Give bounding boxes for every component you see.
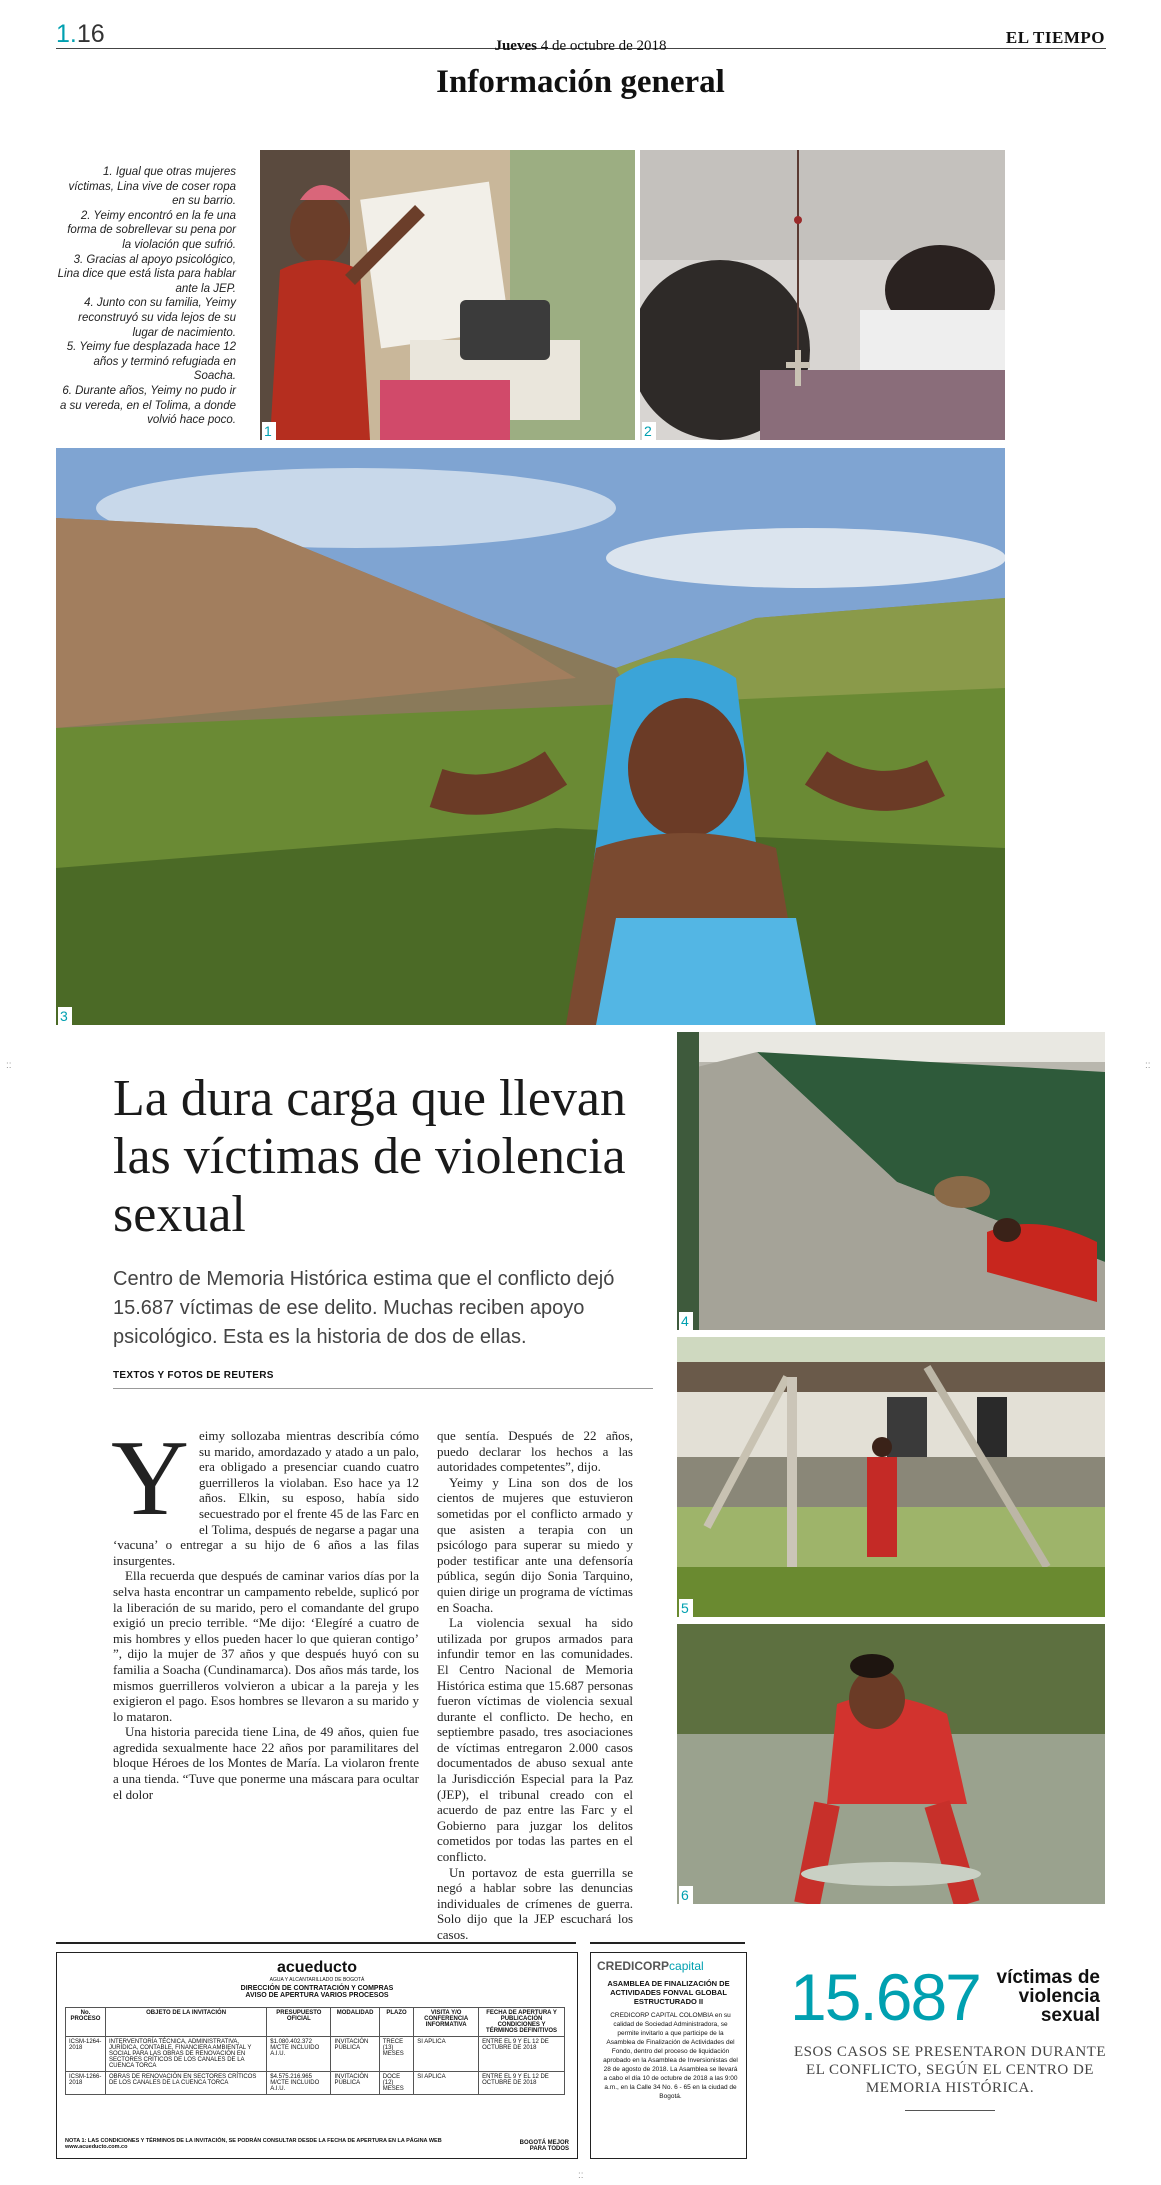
ad-table-header: OBJETO DE LA INVITACIÓN — [105, 2008, 266, 2037]
caption-1: 1. Igual que otras mujeres víctimas, Lina vive de coser ropa en su barrio. — [68, 166, 236, 208]
ad-title-2: AVISO DE APERTURA VARIOS PROCESOS — [245, 1992, 389, 1999]
photo-number: 4 — [679, 1312, 693, 1330]
ad-table-cell: $1.080.402.372 M/CTE INCLUIDO A.I.U. — [267, 2037, 331, 2072]
article-headline: La dura carga que llevan las víctimas de violencia sexual — [113, 1070, 626, 1243]
ad-table-cell: INTERVENTORÍA TÉCNICA, ADMINISTRATIVA, JURÍDICA, CONTABLE, FINANCIERA AMBIENTAL Y SOCIAL PARA LAS OBRAS DE RENOVACIÓN EN SECTORES CRÍTICOS DE LOS CANALES DE LA CUENCA TORCA — [105, 2037, 266, 2072]
paragraph: Un portavoz de esta guerrilla se negó a hablar sobre las denuncias individuales de crímenes de guerra. Solo dijo que la JEP escuchará los casos. — [437, 1864, 633, 1942]
paragraph: que sentía. Después de 22 años, puedo declarar los hechos a las autoridades competentes”, dijo. — [437, 1428, 633, 1475]
article-column-1 — [111, 1419, 419, 1802]
ad-table-cell: INVITACIÓN PÚBLICA — [331, 2037, 379, 2072]
credicorp-body: CREDICORP CAPITAL COLOMBIA en su calidad de Sociedad Administradora, se permite invitarlo a que participe de la Asamblea de Finalización de Actividades del Fondo, dentro del proceso de liquidación aprobado en la Asamblea de Inversionistas del 28 de agosto de 2018. La Asamblea se llevará a cabo el día 10 de octubre de 2018 a las 9:00 a.m., en la Calle 34 No. 6 - 65 en la ciudad de Bogotá. — [603, 2012, 738, 2100]
paragraph: La violencia sexual ha sido utilizada por grupos armados para infundir temor en las comunidades. El Centro Nacional de Memoria Histórica estima que 15.687 personas fueron víctimas de violencia sexual durante el conflicto. De hecho, en septiembre pasado, tres asociaciones de víctimas entregaron 2.000 casos documentados de abuso sexual ante la Jurisdicción Especial para la Paz (JEP), el tribunal creado con el acuerdo de paz entre las Farc y el Gobierno para juzgar los delitos cometidos por todas las partes en el conflicto. — [437, 1615, 633, 1865]
photo-gate — [677, 1337, 1105, 1617]
ad-note: NOTA 1: LAS CONDICIONES Y TÉRMINOS DE LA INVITACIÓN, SE PODRÁN CONSULTAR DESDE LA FECHA DE APERTURA EN LA PÁGINA WEB www.acueducto.com.co — [65, 2138, 442, 2150]
photo-captions — [56, 165, 236, 428]
ad-table-cell: INVITACIÓN PÚBLICA — [331, 2072, 379, 2095]
stat-number: 15.687 — [790, 1960, 980, 2034]
ad-table-header: No. PROCESO — [66, 2008, 106, 2037]
caption-3: 3. Gracias al apoyo psicológico, Lina dice que está lista para hablar ante la JEP. — [57, 253, 236, 295]
issue-date: Jueves 4 de octubre de 2018 — [494, 38, 667, 54]
bogota-logo: BOGOTÁ MEJOR PARA TODOS — [519, 2140, 569, 2152]
ad-rule — [590, 1942, 745, 1944]
article-column-2 — [437, 1428, 633, 1943]
ad-table-header: FECHA DE APERTURA Y PUBLICACIÓN CONDICIONES Y TÉRMINOS DEFINITIVOS — [479, 2008, 565, 2037]
photo-number: 6 — [679, 1886, 693, 1904]
ad-table-cell: ICSM-1266-2018 — [66, 2072, 106, 2095]
paragraph: Una historia parecida tiene Lina, de 49 años, quien fue agredida sexualmente hace 22 años por paramilitares del bloque Héroes de los Montes de María. La violaron frente a una tienda. “Tuve que ponerme una máscara para ocultar el dolor — [113, 1724, 419, 1802]
ad-table-header: VISITA Y/O CONFERENCIA INFORMATIVA — [414, 2008, 479, 2037]
stat-rule — [905, 2110, 995, 2111]
ad-credicorp — [590, 1952, 747, 2159]
ad-acueducto — [56, 1952, 578, 2159]
paragraph: eimy sollozaba mientras describía cómo su marido, amordazado y atado a un palo, era obligado a presenciar cuando cuatro guerrilleros la violaban. Eso hace ya 12 años. Elkin, su esposo, había sido secuestrado por el frente 45 de las Farc en el Tolima, después de negarse a pagar una ‘vacuna’ o entregar a su hijo de 6 años a las filas insurgentes. — [113, 1428, 419, 1568]
byline-rule — [113, 1388, 653, 1389]
photo-number: 3 — [58, 1007, 72, 1025]
photo-number: 5 — [679, 1599, 693, 1617]
margin-mark: :: — [1145, 1060, 1151, 1071]
acueducto-logo-sub: AGUA Y ALCANTARILLADO DE BOGOTÁ — [269, 1977, 365, 1983]
photo-sewing-woman — [260, 150, 635, 440]
ad-table-row — [66, 2037, 565, 2072]
ad-table-cell: OBRAS DE RENOVACIÓN EN SECTORES CRÍTICOS DE LOS CANALES DE LA CUENCA TORCA — [105, 2072, 266, 2095]
ad-table-cell: DOCE (12) MESES — [379, 2072, 413, 2095]
ad-table-header: PLAZO — [379, 2008, 413, 2037]
paragraph: Yeimy y Lina son dos de los cientos de mujeres que estuvieron sometidas por el conflicto armado y que asisten a terapia con un psicólogo para superar su miedo y poder testificar ante una defensoría pública, según dijo Sonia Tarquino, quien dirige un programa de víctimas en Soacha. — [437, 1474, 633, 1615]
ad-table-cell: ENTRE EL 9 Y EL 12 DE OCTUBRE DE 2018 — [479, 2072, 565, 2095]
photo-woman-landscape — [56, 448, 1005, 1025]
ad-table-cell: $4.575.216.965 M/CTE INCLUIDO A.I.U. — [267, 2072, 331, 2095]
ad-table-cell: ENTRE EL 9 Y EL 12 DE OCTUBRE DE 2018 — [479, 2037, 565, 2072]
credicorp-title: ASAMBLEA DE FINALIZACIÓN DE ACTIVIDADES FONVAL GLOBAL ESTRUCTURADO II — [607, 1979, 730, 2006]
drop-cap: Y — [111, 1419, 189, 1538]
caption-5: 5. Yeimy fue desplazada hace 12 años y terminó refugiada en Soacha. — [66, 341, 236, 383]
ad-table-cell: SI APLICA — [414, 2037, 479, 2072]
newspaper-brand: EL TIEMPO — [1005, 28, 1105, 47]
ad-rule — [56, 1942, 576, 1944]
photo-river — [677, 1624, 1105, 1904]
margin-mark: :: — [6, 1060, 12, 1071]
margin-mark: :: — [578, 2170, 584, 2181]
ad-table-cell: SI APLICA — [414, 2072, 479, 2095]
photo-rosary — [640, 150, 1005, 440]
photo-porch — [677, 1032, 1105, 1330]
caption-4: 4. Junto con su familia, Yeimy reconstruyó su vida lejos de su lugar de nacimiento. — [78, 297, 236, 339]
ad-title-1: DIRECCIÓN DE CONTRATACIÓN Y COMPRAS — [240, 1985, 394, 1992]
ad-table — [65, 2007, 565, 2095]
ad-table-cell: ICSM-1264-2018 — [66, 2037, 106, 2072]
stat-subtext: ESOS CASOS SE PRESENTARON DURANTE EL CONFLICTO, SEGÚN EL CENTRO DE MEMORIA HISTÓRICA. — [793, 2044, 1106, 2096]
section-title: Información general — [436, 64, 725, 100]
caption-6: 6. Durante años, Yeimy no pudo ir a su vereda, en el Tolima, a donde volvió hace poco. — [59, 384, 236, 427]
ad-table-header: PRESUPUESTO OFICIAL — [267, 2008, 331, 2037]
stat-label: víctimas de violencia sexual — [996, 1967, 1100, 2026]
caption-2: 2. Yeimy encontró en la fe una forma de sobrellevar su pena por la violación que sufrió. — [67, 209, 236, 251]
article-subhead: Centro de Memoria Histórica estima que el conflicto dejó 15.687 víctimas de ese delito. Muchas reciben apoyo psicológico. Esta es la historia de dos de ellas. — [113, 1268, 615, 1348]
credicorp-logo: CREDICORPcapital — [597, 1959, 704, 1973]
byline: TEXTOS Y FOTOS DE REUTERS — [113, 1370, 274, 1381]
ad-table-header: MODALIDAD — [331, 2008, 379, 2037]
ad-table-cell: TRECE (13) MESES — [379, 2037, 413, 2072]
photo-number: 2 — [642, 422, 656, 440]
photo-number: 1 — [262, 422, 276, 440]
page-number: 1.16 — [56, 20, 105, 48]
acueducto-logo: acueducto — [276, 1959, 357, 1976]
paragraph: Ella recuerda que después de caminar varios días por la selva hasta encontrar un campamento rebelde, suplicó por la liberación de su marido, pero el comandante del grupo exigió un precio terrible. “Me dijo: ‘Elegíré a cuatro de mis hombres y ellos pueden hacer lo que quieran contigo’ ”, dijo la mujer de 37 años y que después huyó con su familia a Soacha (Cundinamarca). Dos años más tarde, los mismos guerrilleros volvieron a ubicar a la pareja y les exigieron el pago. Esos hombres se llevaron a su marido y lo mataron. — [113, 1568, 419, 1724]
ad-table-row — [66, 2072, 565, 2095]
